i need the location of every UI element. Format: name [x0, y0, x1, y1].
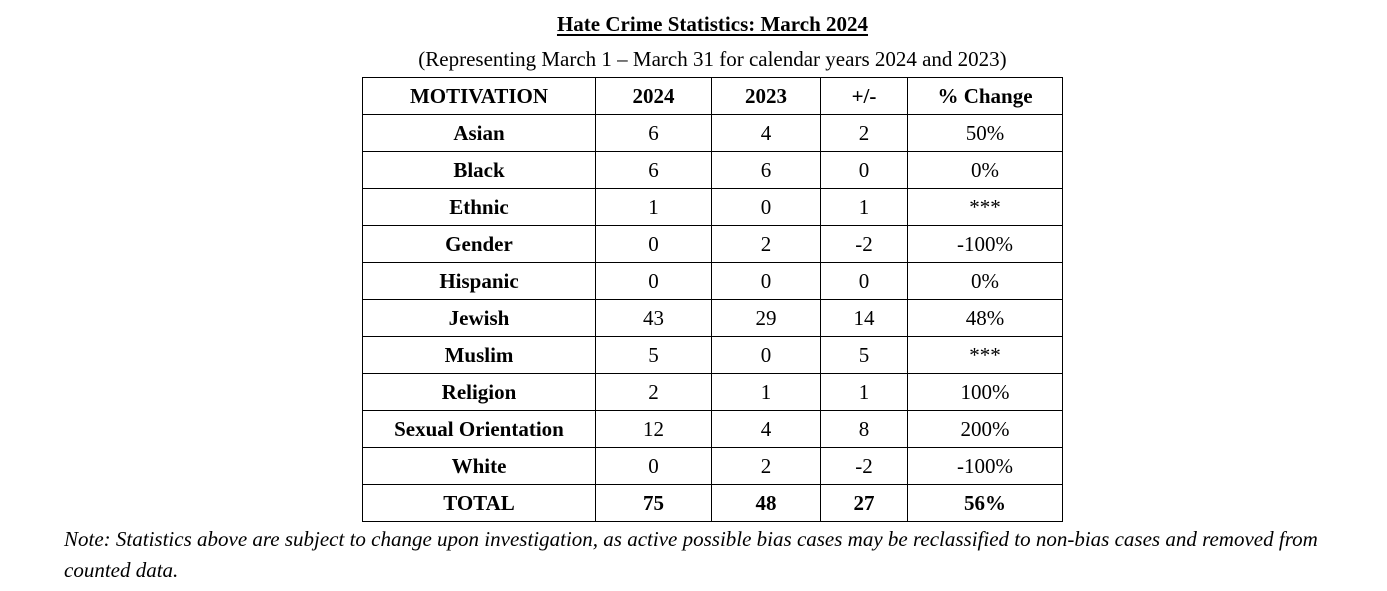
table-total-row — [363, 485, 1063, 522]
column-header-2024: 2024 — [596, 78, 712, 115]
percent-change-cell: 48% — [908, 300, 1063, 337]
difference-cell: 5 — [821, 337, 908, 374]
percent-change-cell: 0% — [908, 263, 1063, 300]
table-row — [363, 152, 1063, 189]
count-2023-cell: 29 — [712, 300, 821, 337]
difference-cell: 8 — [821, 411, 908, 448]
table-row — [363, 411, 1063, 448]
count-2023-cell: 4 — [712, 411, 821, 448]
count-2023-cell: 6 — [712, 152, 821, 189]
motivation-cell: Black — [363, 152, 596, 189]
column-header-percent-change: % Change — [908, 78, 1063, 115]
motivation-cell: Gender — [363, 226, 596, 263]
percent-change-cell: 50% — [908, 115, 1063, 152]
table-row — [363, 337, 1063, 374]
percent-change-cell: -100% — [908, 226, 1063, 263]
count-2024-cell: 43 — [596, 300, 712, 337]
difference-cell: 2 — [821, 115, 908, 152]
percent-change-cell: 100% — [908, 374, 1063, 411]
motivation-cell: Religion — [363, 374, 596, 411]
motivation-cell: Sexual Orientation — [363, 411, 596, 448]
column-header-difference: +/- — [821, 78, 908, 115]
count-2024-cell: 0 — [596, 226, 712, 263]
total-2023: 48 — [712, 485, 821, 522]
table-header-row — [363, 78, 1063, 115]
percent-change-cell: -100% — [908, 448, 1063, 485]
difference-cell: 1 — [821, 374, 908, 411]
count-2024-cell: 6 — [596, 152, 712, 189]
table-row — [363, 374, 1063, 411]
motivation-cell: White — [363, 448, 596, 485]
total-percent-change: 56% — [908, 485, 1063, 522]
table-row — [363, 448, 1063, 485]
count-2024-cell: 0 — [596, 448, 712, 485]
table-row — [363, 300, 1063, 337]
report-subtitle: (Representing March 1 – March 31 for calendar years 2024 and 2023) — [418, 47, 1007, 71]
hate-crime-table — [362, 77, 1063, 522]
count-2023-cell: 0 — [712, 263, 821, 300]
percent-change-cell: *** — [908, 189, 1063, 226]
count-2024-cell: 5 — [596, 337, 712, 374]
percent-change-cell: 0% — [908, 152, 1063, 189]
count-2024-cell: 2 — [596, 374, 712, 411]
percent-change-cell: 200% — [908, 411, 1063, 448]
motivation-cell: Hispanic — [363, 263, 596, 300]
column-header-motivation: MOTIVATION — [363, 78, 596, 115]
count-2024-cell: 1 — [596, 189, 712, 226]
count-2024-cell: 6 — [596, 115, 712, 152]
motivation-cell: Ethnic — [363, 189, 596, 226]
table-row — [363, 115, 1063, 152]
table-row — [363, 189, 1063, 226]
difference-cell: -2 — [821, 226, 908, 263]
difference-cell: 0 — [821, 152, 908, 189]
difference-cell: 14 — [821, 300, 908, 337]
difference-cell: -2 — [821, 448, 908, 485]
total-difference: 27 — [821, 485, 908, 522]
count-2023-cell: 1 — [712, 374, 821, 411]
total-label: TOTAL — [363, 485, 596, 522]
total-2024: 75 — [596, 485, 712, 522]
motivation-cell: Jewish — [363, 300, 596, 337]
count-2024-cell: 0 — [596, 263, 712, 300]
count-2023-cell: 0 — [712, 337, 821, 374]
count-2023-cell: 2 — [712, 448, 821, 485]
footnote: Note: Statistics above are subject to change upon investigation, as active possible bias cases may be reclassified to non-bias cases and removed from counted data. — [64, 527, 1318, 582]
motivation-cell: Asian — [363, 115, 596, 152]
table-row — [363, 226, 1063, 263]
count-2023-cell: 0 — [712, 189, 821, 226]
difference-cell: 1 — [821, 189, 908, 226]
report-title: Hate Crime Statistics: March 2024 — [556, 12, 869, 36]
count-2024-cell: 12 — [596, 411, 712, 448]
count-2023-cell: 4 — [712, 115, 821, 152]
percent-change-cell: *** — [908, 337, 1063, 374]
difference-cell: 0 — [821, 263, 908, 300]
motivation-cell: Muslim — [363, 337, 596, 374]
table-row — [363, 263, 1063, 300]
count-2023-cell: 2 — [712, 226, 821, 263]
column-header-2023: 2023 — [712, 78, 821, 115]
